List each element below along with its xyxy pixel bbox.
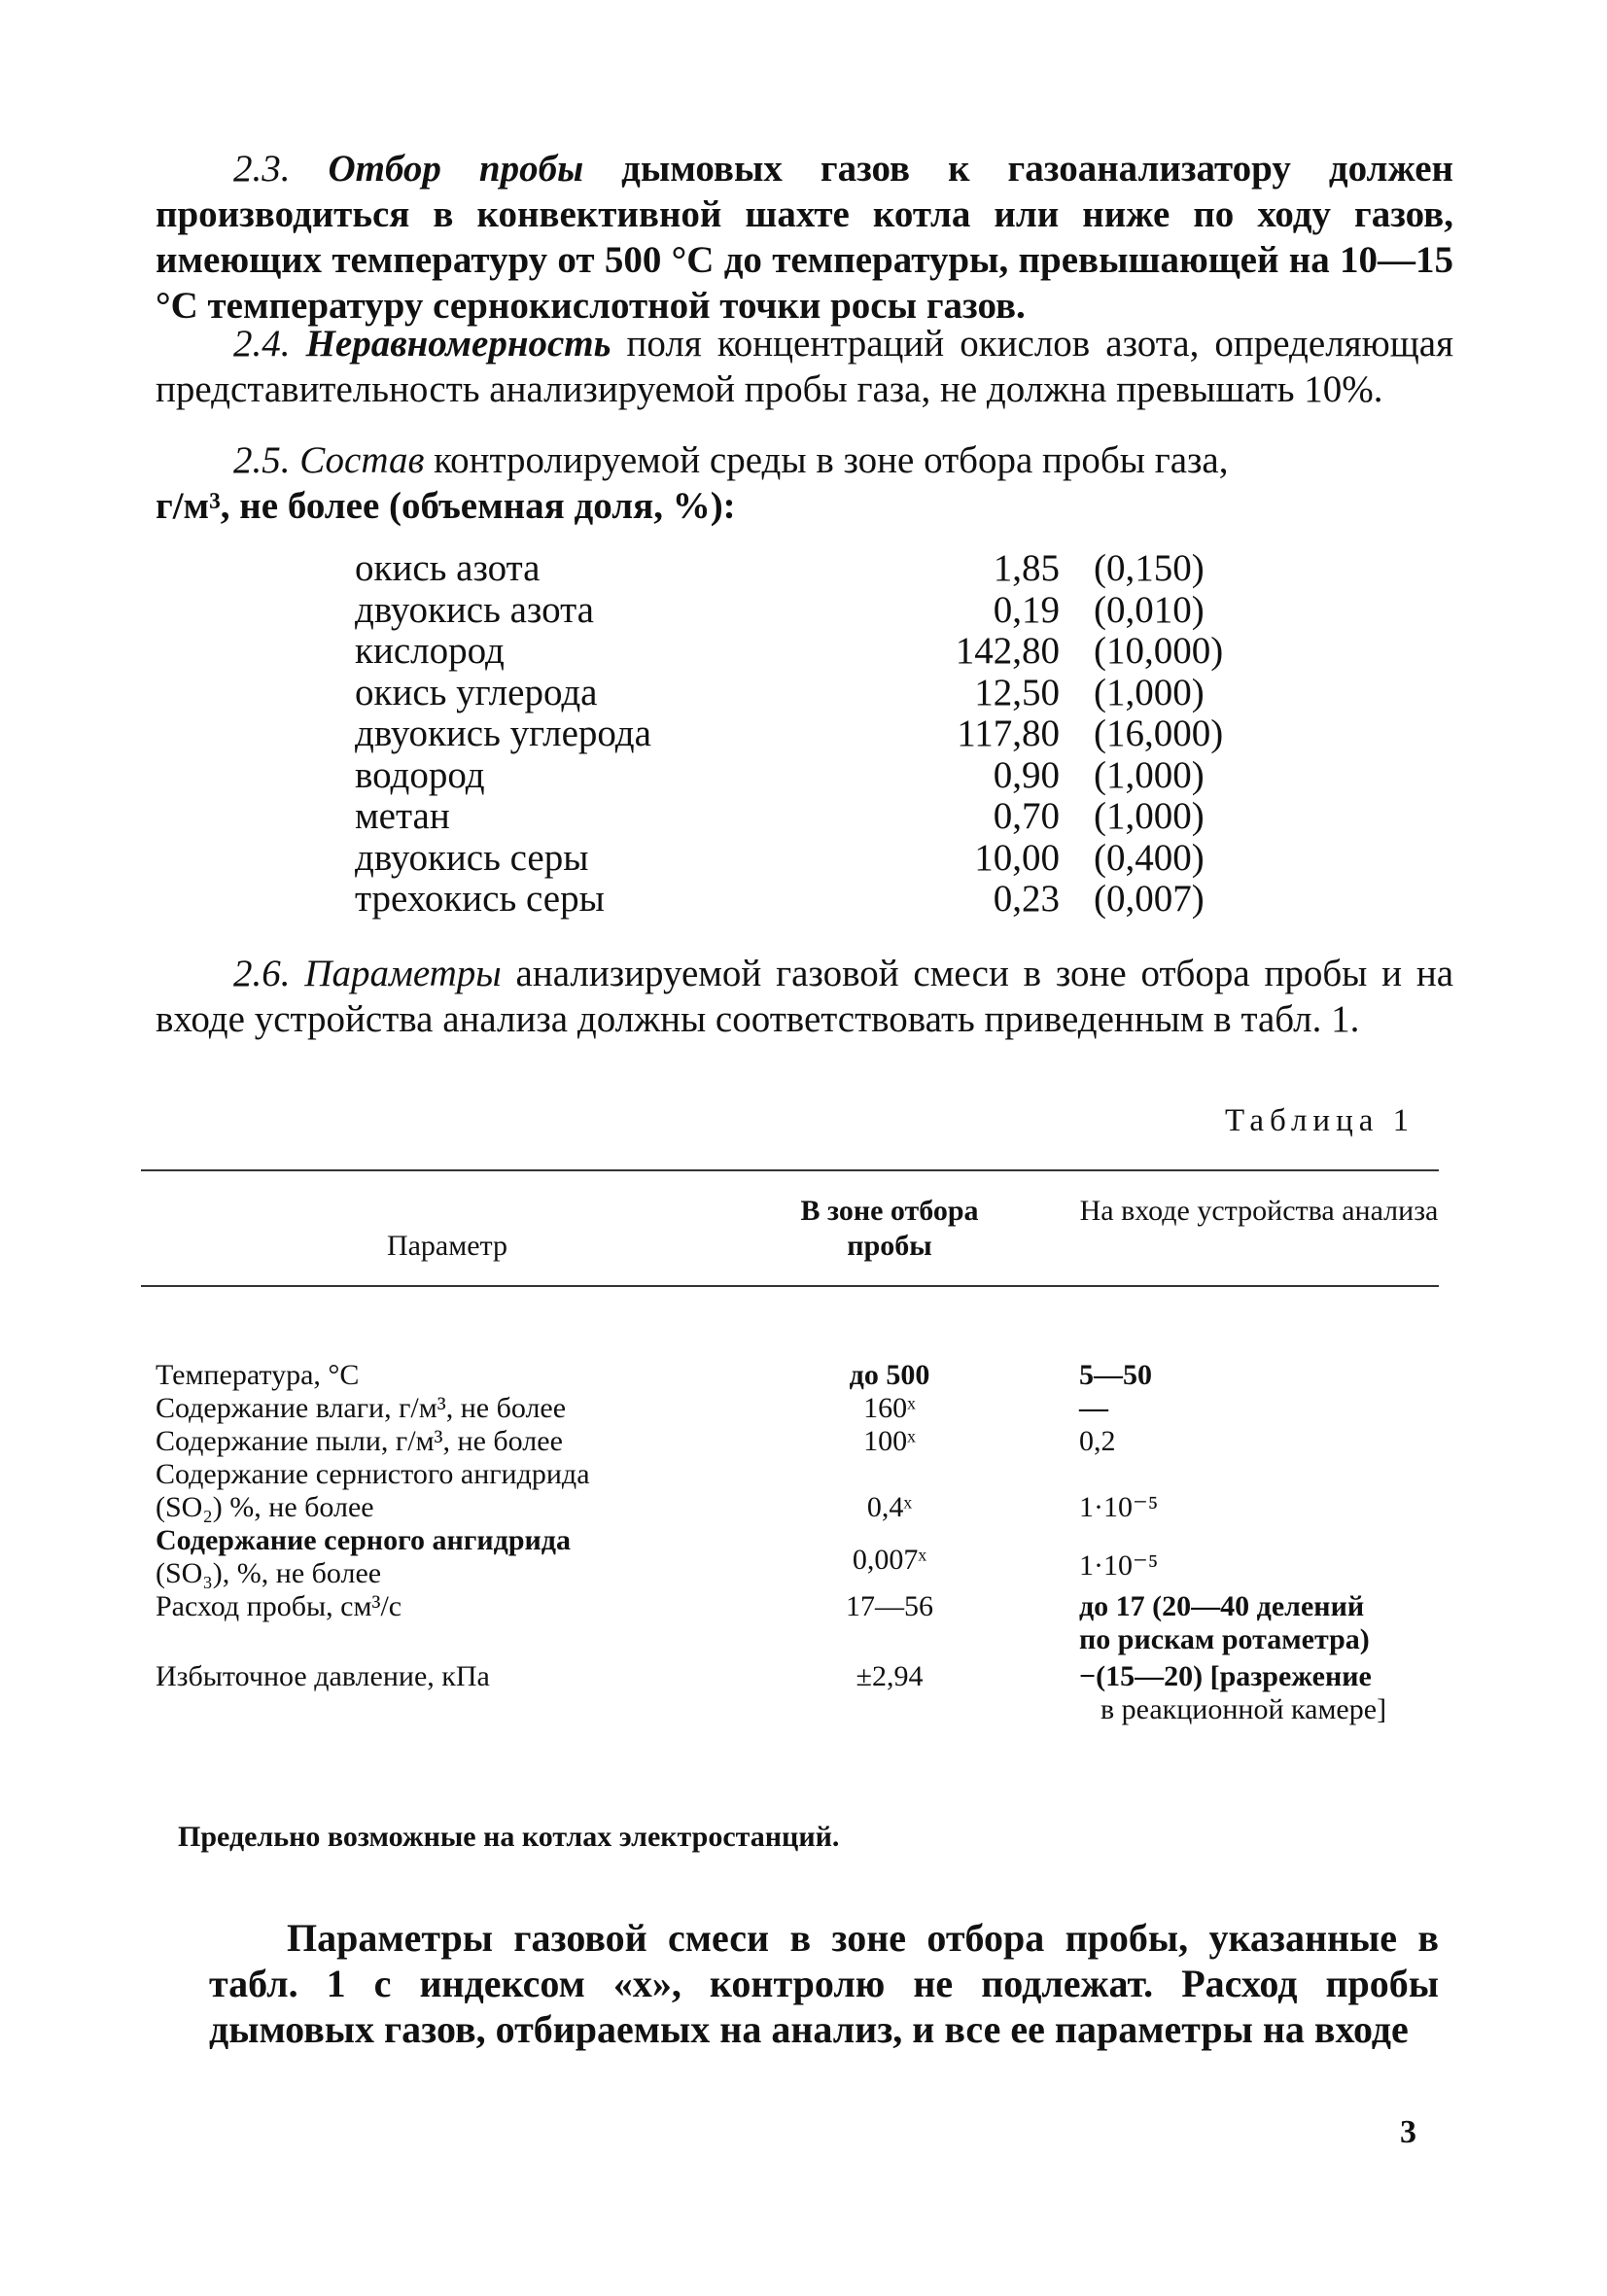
component-name: водород [355,753,485,796]
continuation-text: Параметры газовой смеси в зоне отбора пробы, указанные в табл. 1 с индексом «х», контролю не подлежат. Расход пробы дымовых газов, отбираемых на анализ, и все ее параметры на входе [209,1916,1439,2051]
component-volume-fraction: (0,150) [1094,547,1205,589]
row-so2-param-line2: (SO₂) %, не более [156,1491,374,1523]
component-name: двуокись серы [355,836,589,879]
component-name: трехокись серы [355,878,605,920]
paragraph-2-4 [156,321,1453,412]
row-so3-param-line1: Содержание серного ангидрида [156,1524,571,1556]
row-dust-zone: 100ˣ [863,1425,916,1457]
row-pressure-inlet-line1: −(15—20) [разрежение [1079,1660,1372,1692]
row-moisture-inlet: — [1079,1392,1108,1424]
component-volume-fraction: (1,000) [1094,671,1205,713]
component-value: 1,85 [993,547,1060,589]
composition-row [355,629,1249,671]
clause-text: анализируемой газовой смеси в зоне отбора пробы и на входе устройства анализа должны соответствовать приведенным в табл. 1. [156,953,1454,1040]
composition-row [355,794,1249,836]
clause-text: поля концентраций окислов азота, определяющая представительность анализируемой пробы газа, не должна превышать 10%. [156,323,1454,410]
component-value: 117,80 [957,713,1060,754]
component-volume-fraction: (1,000) [1094,753,1205,796]
row-temperature-zone: до 500 [849,1359,930,1391]
composition-row [355,836,1249,878]
component-value: 0,19 [993,588,1060,631]
component-value: 0,23 [993,878,1060,920]
paragraph-2-3 [156,146,1453,329]
unit-line: г/м³, не более (объемная доля, %): [156,485,736,527]
clause-number: 2.5. [233,439,291,481]
paragraph-2-6 [156,951,1453,1042]
composition-list [355,546,1249,919]
row-so3-param-line2: (SO₃), %, не более [156,1557,382,1589]
component-name: двуокись углерода [355,713,651,754]
row-pressure-inlet-line2: в реакционной камере] [1100,1693,1387,1725]
row-pressure-param: Избыточное давление, кПа [156,1660,490,1692]
component-name: окись углерода [355,671,598,713]
component-value: 0,90 [993,753,1060,796]
clause-lead: Состав [299,439,425,481]
row-so2-zone: 0,4ˣ [866,1491,913,1523]
composition-row [355,588,1249,630]
component-value: 12,50 [974,671,1060,713]
component-name: кислород [355,630,505,672]
row-moisture-zone: 160ˣ [863,1392,916,1424]
component-value: 142,80 [955,630,1060,672]
composition-row [355,671,1249,713]
composition-row [355,712,1249,753]
clause-number: 2.3. [233,148,291,190]
table-header-rule [141,1285,1439,1287]
component-volume-fraction: (0,007) [1094,878,1205,920]
component-name: метан [355,795,450,837]
component-name: двуокись азота [355,588,594,631]
row-so2-param-line1: Содержание сернистого ангидрида [156,1458,590,1490]
row-so3-zone: 0,007ˣ [852,1544,927,1576]
clause-lead: Отбор пробы [328,148,584,190]
component-volume-fraction: (0,400) [1094,836,1205,879]
clause-text: контролируемой среды в зоне отбора пробы газа, [434,439,1229,481]
row-flow-inlet-line1: до 17 (20—40 делений [1079,1590,1365,1622]
table-footnote: Предельно возможные на котлах электростанций. [178,1821,840,1853]
paragraph-continuation [209,1915,1439,2052]
row-temperature-param: Температура, °С [156,1359,360,1391]
header-sampling-zone: В зоне отбора пробы [800,1195,979,1262]
header-analyzer-inlet: На входе устройства анализа [1079,1195,1439,1227]
table-caption: Таблица 1 [1225,1103,1415,1138]
table-top-rule [141,1169,1439,1171]
component-volume-fraction: (16,000) [1094,713,1224,754]
composition-row [355,753,1249,795]
row-flow-param: Расход пробы, см³/с [156,1590,402,1622]
component-value: 0,70 [993,795,1060,837]
row-temperature-inlet: 5—50 [1079,1359,1152,1391]
row-so2-inlet: 1·10⁻⁵ [1079,1491,1159,1523]
header-parameter: Параметр [386,1230,508,1262]
component-value: 10,00 [974,836,1060,879]
clause-lead: Параметры [304,953,502,994]
clause-lead: Неравномерность [305,323,611,365]
clause-text: дымовых газов к газоанализатору должен производиться в конвективной шахте котла или ниже по ходу газов, имеющих температуру от 500 °С до температуры, превышающей на 10—15 °С температуру сернокислотной точки росы газов. [156,148,1453,327]
row-moisture-param: Содержание влаги, г/м³, не более [156,1392,567,1424]
row-so3-inlet: 1·10⁻⁵ [1079,1549,1159,1582]
composition-row [355,877,1249,919]
paragraph-2-5 [156,437,1453,529]
composition-row [355,546,1249,588]
row-flow-inlet-line2: по рискам ротаметра) [1079,1623,1370,1655]
component-volume-fraction: (1,000) [1094,795,1205,837]
row-dust-inlet: 0,2 [1079,1425,1116,1457]
clause-number: 2.6. [233,953,291,994]
clause-number: 2.4. [233,323,291,365]
component-volume-fraction: (10,000) [1094,630,1224,672]
component-volume-fraction: (0,010) [1094,588,1205,631]
row-dust-param: Содержание пыли, г/м³, не более [156,1425,563,1457]
row-flow-zone: 17—56 [846,1590,933,1622]
row-pressure-zone: ±2,94 [856,1660,924,1692]
page-number: 3 [1400,2114,1416,2150]
component-name: окись азота [355,547,541,589]
